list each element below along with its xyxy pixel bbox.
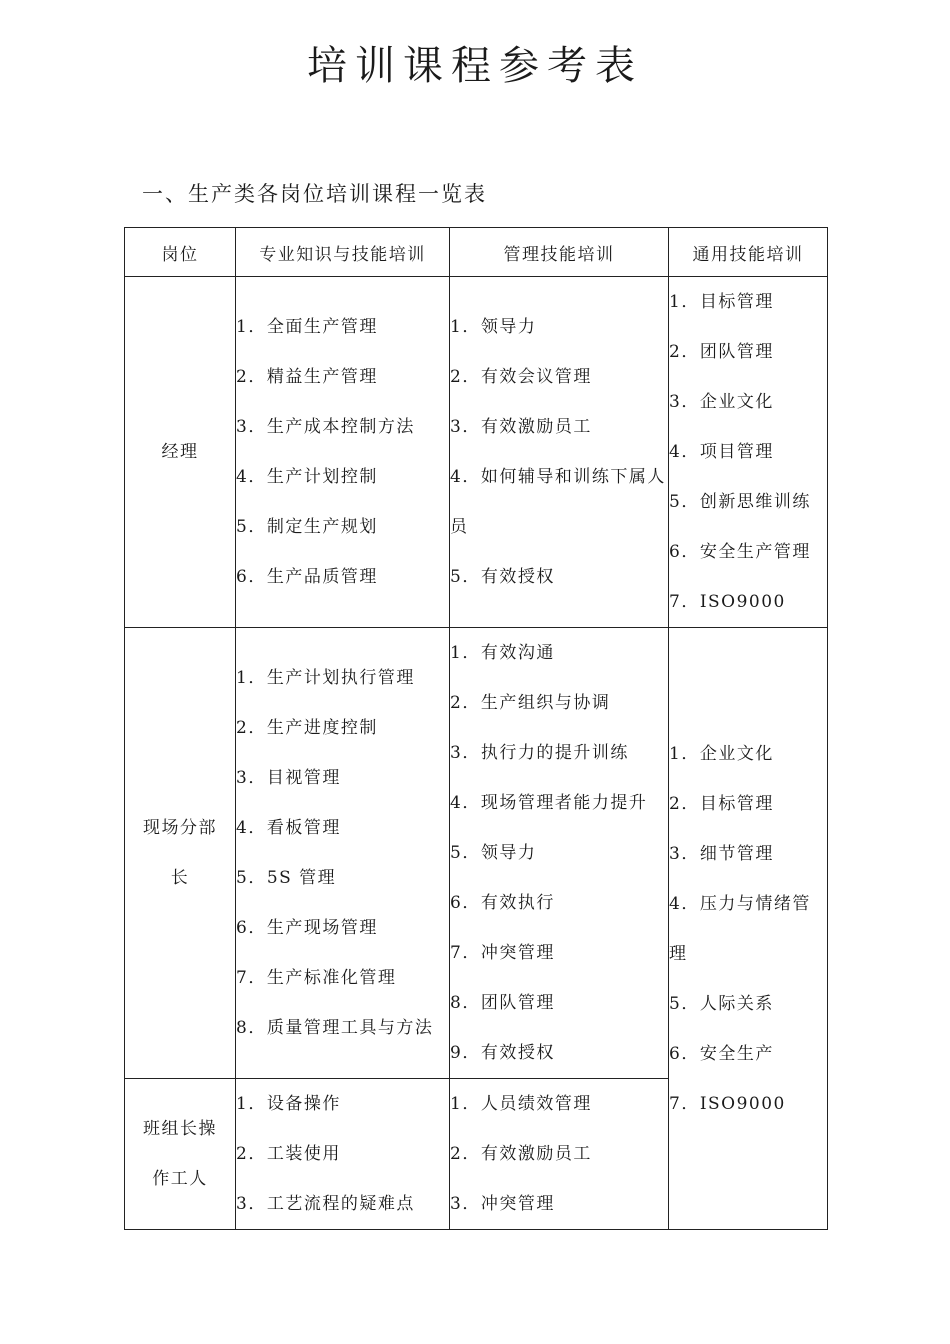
header-management-skills: 管理技能培训 — [450, 228, 669, 277]
header-professional-skills: 专业知识与技能培训 — [236, 228, 450, 277]
header-position: 岗位 — [125, 228, 236, 277]
list-item: 9．有效授权 — [450, 1043, 555, 1063]
list-item: 1．目标管理 — [669, 292, 774, 312]
list-item: 1．设备操作 — [236, 1094, 341, 1114]
list-item: 5．有效授权 — [450, 567, 555, 587]
position-cell — [125, 1079, 236, 1230]
list-item: 1．全面生产管理 — [236, 317, 378, 337]
page-title: 培训课程参考表 — [307, 43, 643, 89]
list-item: 2．有效激励员工 — [450, 1144, 592, 1164]
professional-cell — [236, 1079, 450, 1230]
list-item: 2．工装使用 — [236, 1144, 341, 1164]
list-item: 8．质量管理工具与方法 — [236, 1018, 434, 1038]
list-item: 5．5S 管理 — [236, 868, 337, 888]
list-item: 1．人员绩效管理 — [450, 1094, 592, 1114]
list-item: 5．创新思维训练 — [669, 492, 811, 512]
list-item: 4．项目管理 — [669, 442, 774, 462]
professional-cell — [236, 628, 450, 1079]
management-cell — [450, 628, 669, 1079]
list-item: 7．ISO9000 — [669, 1093, 786, 1114]
list-item: 2．有效会议管理 — [450, 367, 592, 387]
general-cell — [669, 277, 828, 628]
list-item: 4．生产计划控制 — [236, 467, 378, 487]
management-cell — [450, 277, 669, 628]
list-item: 4．如何辅导和训练下属人员 — [450, 467, 666, 537]
professional-cell — [236, 277, 450, 628]
position-cell — [125, 277, 236, 628]
training-course-table — [124, 227, 828, 1230]
position-label: 现场分部长 — [143, 818, 217, 888]
list-item: 2．目标管理 — [669, 793, 774, 814]
list-item: 5．制定生产规划 — [236, 517, 378, 537]
list-item: 6．有效执行 — [450, 893, 555, 913]
list-item: 1．企业文化 — [669, 743, 774, 764]
management-cell — [450, 1079, 669, 1230]
list-item: 8．团队管理 — [450, 993, 555, 1013]
list-item: 3．生产成本控制方法 — [236, 417, 415, 437]
list-item: 1．生产计划执行管理 — [236, 668, 415, 688]
list-item: 3．执行力的提升训练 — [450, 743, 629, 763]
list-item: 3．细节管理 — [669, 843, 774, 864]
list-item: 6．安全生产管理 — [669, 542, 811, 562]
position-cell — [125, 628, 236, 1079]
list-item: 7．生产标准化管理 — [236, 968, 397, 988]
list-item: 2．团队管理 — [669, 342, 774, 362]
list-item: 4．现场管理者能力提升 — [450, 793, 648, 813]
list-item: 6．安全生产 — [669, 1043, 774, 1064]
list-item: 5．人际关系 — [669, 993, 774, 1014]
list-item: 4．压力与情绪管理 — [669, 893, 811, 964]
list-item: 3．工艺流程的疑难点 — [236, 1194, 415, 1214]
list-item: 2．生产进度控制 — [236, 718, 378, 738]
list-item: 3．企业文化 — [669, 392, 774, 412]
table-header-row — [125, 228, 828, 277]
list-item: 2．生产组织与协调 — [450, 693, 611, 713]
list-item: 6．生产现场管理 — [236, 918, 378, 938]
list-item: 1．有效沟通 — [450, 643, 555, 663]
list-item: 2．精益生产管理 — [236, 367, 378, 387]
list-item: 4．看板管理 — [236, 818, 341, 838]
list-item: 7．ISO9000 — [669, 592, 786, 612]
table-row — [125, 277, 828, 628]
header-general-skills: 通用技能培训 — [669, 228, 828, 277]
list-item: 1．领导力 — [450, 317, 537, 337]
list-item: 6．生产品质管理 — [236, 567, 378, 587]
general-cell — [669, 628, 828, 1230]
list-item: 7．冲突管理 — [450, 943, 555, 963]
list-item: 3．目视管理 — [236, 768, 341, 788]
position-label: 经理 — [161, 442, 199, 462]
section-heading: 一、生产类各岗位培训课程一览表 — [142, 182, 487, 206]
list-item: 3．冲突管理 — [450, 1194, 555, 1214]
table-row — [125, 628, 828, 1079]
list-item: 5．领导力 — [450, 843, 537, 863]
list-item: 3．有效激励员工 — [450, 417, 592, 437]
position-label: 班组长操作工人 — [143, 1119, 217, 1189]
